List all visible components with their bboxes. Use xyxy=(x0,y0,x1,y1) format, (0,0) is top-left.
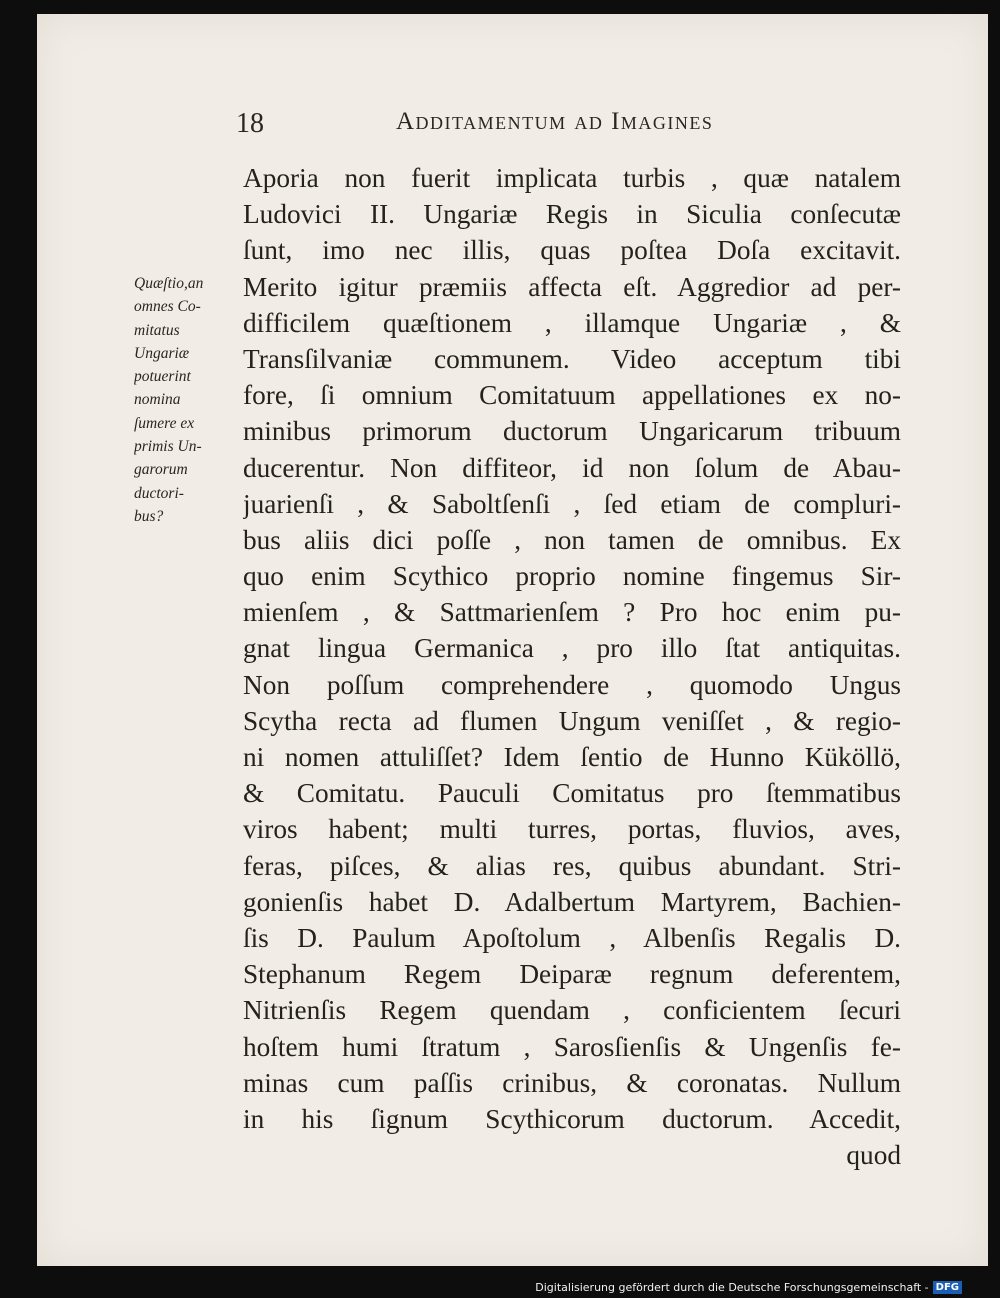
text-line: quo enim Scythico proprio nomine fingemus Sir- xyxy=(243,561,901,592)
text-line: & Comitatu. Pauculi Comitatus pro ſtemmatibus xyxy=(243,778,901,809)
text-line: hoſtem humi ſtratum , Sarosſienſis & Ungenſis fe- xyxy=(243,1031,901,1062)
text-line: fore, ſi omnium Comitatuum appellationes ex no- xyxy=(243,380,901,411)
margin-note-line: garorum xyxy=(134,461,188,479)
text-line: feras, piſces, & alias res, quibus abundant. Stri- xyxy=(243,850,901,881)
text-line: bus aliis dici poſſe , non tamen de omnibus. Ex xyxy=(243,524,901,555)
text-line: viros habent; multi turres, portas, fluvios, aves, xyxy=(243,814,901,845)
page-number: 18 xyxy=(236,108,264,139)
margin-note-line: Ungariæ xyxy=(134,344,190,362)
digitization-credit xyxy=(535,1281,962,1294)
text-line: Scytha recta ad flumen Ungum veniſſet , & regio- xyxy=(243,705,901,736)
text-line: juarienſi , & Saboltſenſi , ſed etiam de compluri- xyxy=(243,488,901,519)
text-line: ſis D. Paulum Apoſtolum , Albenſis Regalis D. xyxy=(243,922,901,953)
margin-note-line: nomina xyxy=(134,391,181,409)
text-line: gnat lingua Germanica , pro illo ſtat antiquitas. xyxy=(243,633,901,664)
margin-note-line: mitatus xyxy=(134,321,180,339)
text-line: minibus primorum ductorum Ungaricarum tribuum xyxy=(243,416,901,447)
text-line: gonienſis habet D. Adalbertum Martyrem, Bachien- xyxy=(243,886,901,917)
text-line: in his ſignum Scythicorum ductorum. Accedit, xyxy=(243,1103,901,1134)
margin-note-line: potuerint xyxy=(134,368,191,386)
margin-note-line: Quæſtio,an xyxy=(134,275,204,292)
margin-note xyxy=(134,272,242,528)
text-line: Aporia non fuerit implicata turbis , quæ natalem xyxy=(243,163,901,193)
text-line: minas cum paſſis crinibus, & coronatas. Nullum xyxy=(243,1067,901,1098)
margin-note-line: primis Un- xyxy=(134,438,202,456)
margin-note-line: bus? xyxy=(134,507,164,525)
text-line: difficilem quæſtionem , illamque Ungariæ , & xyxy=(243,307,901,338)
text-line: ni nomen attuliſſet? Idem ſentio de Hunno Küköllö, xyxy=(243,742,901,772)
text-line: Stephanum Regem Deiparæ regnum deferentem, xyxy=(243,959,901,990)
text-line: ducerentur. Non diffiteor, id non ſolum de Abau- xyxy=(243,452,901,483)
text-line: Nitrienſis Regem quendam , conficientem ſecuri xyxy=(243,995,901,1026)
body-text xyxy=(243,160,901,1173)
margin-note-line: ductori- xyxy=(134,484,184,502)
dfg-logo: DFG xyxy=(933,1281,962,1294)
text-line: Transſilvaniæ communem. Video acceptum tibi xyxy=(243,343,901,374)
text-line: Ludovici II. Ungariæ Regis in Siculia conſecutæ xyxy=(243,199,901,230)
credit-text: Digitalisierung gefördert durch die Deutsche Forschungsgemeinschaft - xyxy=(535,1281,929,1294)
text-line: Non poſſum comprehendere , quomodo Ungus xyxy=(243,669,901,700)
text-line: Merito igitur præmiis affecta eſt. Aggredior ad per- xyxy=(243,271,901,302)
margin-note-line: omnes Co- xyxy=(134,298,201,316)
running-head: Additamentum ad Imagines xyxy=(396,108,714,135)
catchword: quod xyxy=(846,1140,901,1171)
text-line: mienſem , & Sattmarienſem ? Pro hoc enim pu- xyxy=(243,597,901,628)
margin-note-line: ſumere ex xyxy=(134,414,195,432)
text-line: ſunt, imo nec illis, quas poſtea Doſa excitavit. xyxy=(243,235,901,266)
